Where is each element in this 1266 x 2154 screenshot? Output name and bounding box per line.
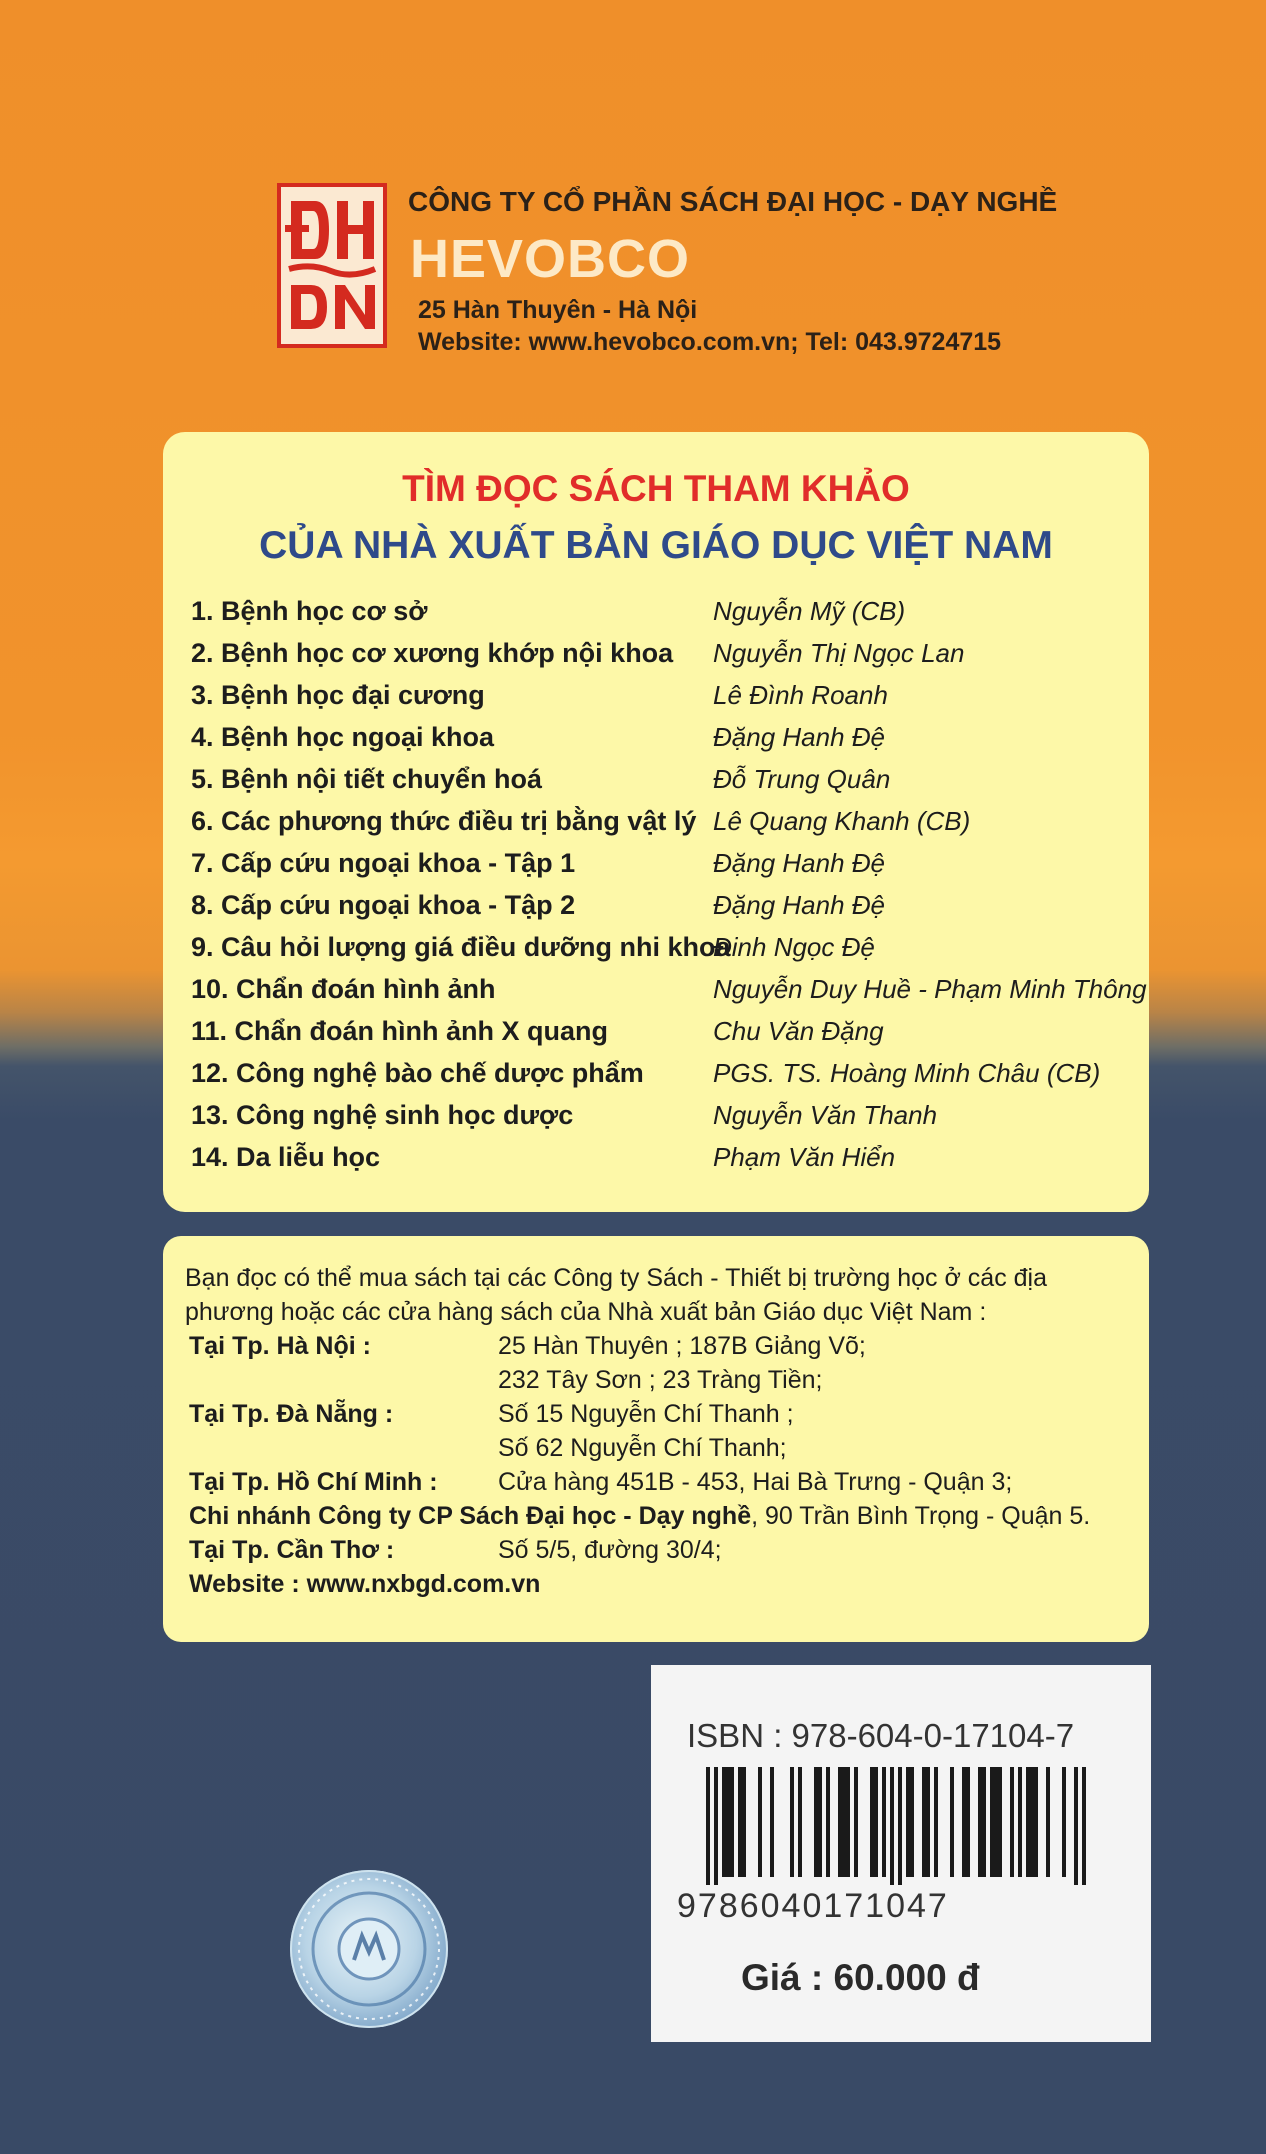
barcode-bar <box>798 1767 802 1877</box>
barcode-digits: 9786040171047 <box>677 1887 949 1925</box>
barcode-bar <box>722 1767 726 1877</box>
barcode-bar <box>730 1767 734 1877</box>
barcode-bar <box>1062 1767 1066 1877</box>
stores-intro-line: Bạn đọc có thể mua sách tại các Công ty Sách - Thiết bị trường học ở các địa <box>185 1264 1047 1292</box>
reference-heading: TÌM ĐỌC SÁCH THAM KHẢO <box>402 468 910 509</box>
book-author: Đinh Ngọc Đệ <box>713 932 875 962</box>
barcode-bar <box>874 1767 878 1877</box>
danang-address: Số 62 Nguyễn Chí Thanh; <box>498 1434 787 1462</box>
barcode-bar <box>982 1767 986 1877</box>
barcode-bar <box>994 1767 998 1877</box>
hanoi-address: 232 Tây Sơn ; 23 Tràng Tiền; <box>498 1366 823 1394</box>
book-title: 14. Da liễu học <box>191 1142 381 1172</box>
book-title: 11. Chẩn đoán hình ảnh X quang <box>191 1016 609 1046</box>
barcode-bar <box>950 1767 954 1877</box>
book-title: 8. Cấp cứu ngoại khoa - Tập 2 <box>191 890 576 920</box>
barcode-bar <box>842 1767 846 1877</box>
barcode-bar <box>818 1767 822 1877</box>
reference-subheading: CỦA NHÀ XUẤT BẢN GIÁO DỤC VIỆT NAM <box>259 524 1053 567</box>
branch-address: , 90 Trần Bình Trọng - Quận 5. <box>751 1502 1091 1530</box>
book-list-item <box>191 1100 1141 1142</box>
isbn-number: ISBN : 978-604-0-17104-7 <box>687 1717 1075 1754</box>
publisher-contact: Website: www.hevobco.com.vn; Tel: 043.9724715 <box>418 328 1002 356</box>
book-author: Đỗ Trung Quân <box>713 764 891 794</box>
book-title: 5. Bệnh nội tiết chuyển hoá <box>191 764 543 794</box>
barcode-bar <box>926 1767 930 1877</box>
where-to-buy-panel <box>163 1236 1149 1642</box>
barcode-bar <box>934 1767 938 1877</box>
barcode-bar <box>890 1767 894 1885</box>
barcode-bar <box>758 1767 762 1877</box>
book-title: 2. Bệnh học cơ xương khớp nội khoa <box>191 638 674 668</box>
hologram-seal-icon <box>290 1870 448 2028</box>
barcode-bar <box>966 1767 970 1877</box>
book-author: Phạm Văn Hiển <box>713 1142 896 1172</box>
book-author: Đặng Hanh Đệ <box>713 848 885 878</box>
barcode-bar <box>1046 1767 1050 1877</box>
book-author: Đặng Hanh Đệ <box>713 890 885 920</box>
barcode-bar <box>1074 1767 1078 1885</box>
book-list-item <box>191 638 1141 680</box>
barcode-bar <box>962 1767 966 1877</box>
book-title: 3. Bệnh học đại cương <box>191 680 485 710</box>
barcode-bar <box>738 1767 742 1877</box>
book-list-item <box>191 1142 1141 1184</box>
book-title: 6. Các phương thức điều trị bằng vật lý <box>191 806 697 836</box>
hanoi-address: 25 Hàn Thuyên ; 187B Giảng Võ; <box>498 1332 866 1360</box>
barcode-bar <box>790 1767 794 1877</box>
barcode-bar <box>846 1767 850 1877</box>
isbn-barcode-box <box>651 1665 1151 2042</box>
barcode-bar <box>978 1767 982 1877</box>
barcode-bar <box>1018 1767 1022 1877</box>
book-list-item <box>191 848 1141 890</box>
price: Giá : 60.000 đ <box>741 1957 980 1998</box>
barcode-bar <box>770 1767 774 1877</box>
barcode-bar <box>1082 1767 1086 1885</box>
book-author: Nguyễn Thị Ngọc Lan <box>713 638 965 668</box>
book-author: Nguyễn Duy Huề - Phạm Minh Thông <box>713 974 1147 1004</box>
barcode-bar <box>838 1767 842 1877</box>
publisher-address: 25 Hàn Thuyên - Hà Nội <box>418 296 698 324</box>
book-list-item <box>191 932 1141 974</box>
barcode-bar <box>814 1767 818 1877</box>
book-list-item <box>191 722 1141 764</box>
reference-books-panel <box>163 432 1149 1212</box>
hanoi-label: Tại Tp. Hà Nội : <box>189 1332 371 1360</box>
book-title: 12. Công nghệ bào chế dược phẩm <box>191 1058 644 1088</box>
book-author: Nguyễn Mỹ (CB) <box>713 596 906 626</box>
book-list-item <box>191 764 1141 806</box>
barcode-bar <box>910 1767 914 1877</box>
barcode-bar <box>854 1767 858 1877</box>
publisher-logo <box>277 183 387 348</box>
book-title: 1. Bệnh học cơ sở <box>191 596 428 626</box>
barcode-bar <box>714 1767 718 1885</box>
danang-address: Số 15 Nguyễn Chí Thanh ; <box>498 1400 794 1428</box>
book-title: 9. Câu hỏi lượng giá điều dưỡng nhi khoa <box>191 932 731 962</box>
barcode-bar <box>870 1767 874 1877</box>
book-list-item <box>191 680 1141 722</box>
book-list-item <box>191 806 1141 848</box>
book-author: Lê Quang Khanh (CB) <box>713 806 971 836</box>
stores-website: Website : www.nxbgd.com.vn <box>189 1570 541 1598</box>
branch-label: Chi nhánh Công ty CP Sách Đại học - Dạy nghề <box>189 1502 752 1530</box>
book-list-item <box>191 890 1141 932</box>
barcode-bar <box>706 1767 710 1885</box>
danang-label: Tại Tp. Đà Nẵng : <box>189 1400 394 1428</box>
book-list-item <box>191 974 1147 1016</box>
stores-intro-line: phương hoặc các cửa hàng sách của Nhà xuất bản Giáo dục Việt Nam : <box>185 1298 987 1326</box>
barcode-bar <box>898 1767 902 1885</box>
barcode-bar <box>990 1767 994 1877</box>
dh-dn-logo-icon <box>281 187 383 344</box>
book-list-item <box>191 1016 1141 1058</box>
barcode-bar <box>906 1767 910 1877</box>
book-author: Chu Văn Đặng <box>713 1016 884 1046</box>
publisher-name: HEVOBCO <box>410 229 691 289</box>
barcode-bar <box>1030 1767 1034 1877</box>
barcode-bar <box>826 1767 830 1877</box>
barcode-bar <box>1010 1767 1014 1877</box>
barcode-bar <box>1034 1767 1038 1877</box>
barcode <box>696 1767 1096 1885</box>
hcm-address: Cửa hàng 451B - 453, Hai Bà Trưng - Quận 3; <box>498 1468 1013 1496</box>
barcode-bar <box>1026 1767 1030 1877</box>
barcode-bar <box>726 1767 730 1877</box>
barcode-bar <box>922 1767 926 1877</box>
book-list-item <box>191 1058 1141 1100</box>
book-title: 4. Bệnh học ngoại khoa <box>191 722 495 752</box>
book-title: 10. Chẩn đoán hình ảnh <box>191 974 496 1004</box>
book-list <box>191 596 1147 1184</box>
barcode-bar <box>998 1767 1002 1877</box>
barcode-bar <box>882 1767 886 1877</box>
hcm-label: Tại Tp. Hồ Chí Minh : <box>189 1468 438 1496</box>
book-title: 7. Cấp cứu ngoại khoa - Tập 1 <box>191 848 576 878</box>
cantho-address: Số 5/5, đường 30/4; <box>498 1536 722 1564</box>
cantho-label: Tại Tp. Cần Thơ : <box>189 1536 395 1564</box>
book-author: Đặng Hanh Đệ <box>713 722 885 752</box>
barcode-bar <box>742 1767 746 1877</box>
book-title: 13. Công nghệ sinh học dược <box>191 1100 574 1130</box>
branch-line <box>189 1502 1090 1531</box>
book-list-item <box>191 596 1141 638</box>
book-author: PGS. TS. Hoàng Minh Châu (CB) <box>713 1058 1101 1088</box>
book-author: Nguyễn Văn Thanh <box>713 1100 938 1130</box>
book-author: Lê Đình Roanh <box>713 680 888 710</box>
publisher-company: CÔNG TY CỔ PHẦN SÁCH ĐẠI HỌC - DẠY NGHỀ <box>408 186 1058 217</box>
